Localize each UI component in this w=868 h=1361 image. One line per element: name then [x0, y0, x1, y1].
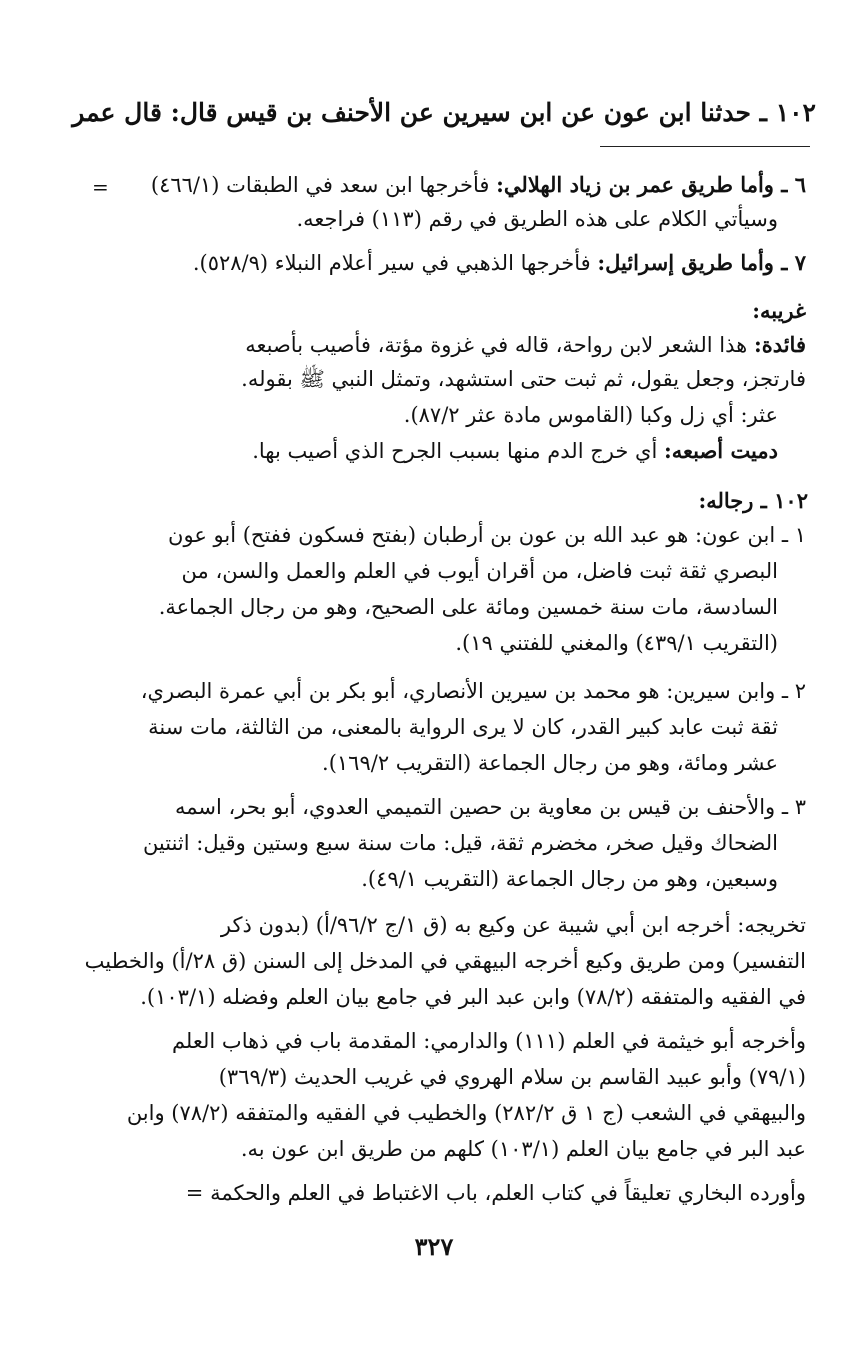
- takhrij-2-line4: عبد البر في جامع بيان العلم (١٠٣/١) كلهم من طريق ابن عون به.: [240, 1137, 806, 1161]
- damiyat-text: أي خرج الدم منها بسبب الجرح الذي أصيب بها.: [252, 439, 658, 463]
- footnote-item-6: [151, 170, 806, 200]
- footnote-item-6-text: فأخرجها ابن سعد في الطبقات (٤٦٦/١): [150, 173, 490, 197]
- footnote-item-6-line2: وسيأتي الكلام على هذه الطريق في رقم (١١٣) فراجعه.: [296, 207, 778, 231]
- takhrij-2-line3: والبيهقي في الشعب (ج ١ ق ٢٨٢/٢) والخطيب في الفقيه والمتفقه (٧٨/٢) وابن: [126, 1101, 806, 1125]
- separator-rule: [600, 146, 810, 147]
- rijal-1-line2: البصري ثقة ثبت فاضل، من أقران أيوب في العلم والعمل والسن، من: [181, 559, 778, 583]
- rijal-2-line1: ٢ ـ وابن سيرين: هو محمد بن سيرين الأنصاري، أبو بكر بن أبي عمرة البصري،: [140, 679, 806, 703]
- rijal-1-line4: (التقريب ٤٣٩/١) والمغني للفتني ١٩).: [455, 631, 778, 655]
- damiyat-line: [252, 436, 778, 466]
- rijal-1-line1: ١ ـ ابن عون: هو عبد الله بن عون بن أرطبان (بفتح فسكون ففتح) أبو عون: [168, 523, 806, 547]
- takhrij-2-line2: (٧٩/١) وأبو عبيد القاسم بن سلام الهروي في غريب الحديث (٣٦٩/٣): [218, 1065, 806, 1089]
- page-number: ٣٢٧: [414, 1232, 454, 1261]
- faida-line: [245, 330, 806, 360]
- footnote-item-6-label: ٦ ـ وأما طريق عمر بن زياد الهلالي:: [496, 172, 806, 197]
- takhrij-1-line2: التفسير) ومن طريق وكيع أخرجه البيهقي في المدخل إلى السنن (ق ٢٨/أ) والخطيب: [84, 949, 806, 973]
- rijal-title: ١٠٢ ـ رجاله:: [698, 488, 808, 513]
- footnote-item-7-label: ٧ ـ وأما طريق إسرائيل:: [597, 250, 806, 275]
- takhrij-3-line1: وأورده البخاري تعليقاً في كتاب العلم، باب الاغتباط في العلم والحكمة =: [185, 1181, 806, 1205]
- rijal-3-line3: وسبعين، وهو من رجال الجماعة (التقريب ٤٩/١).: [361, 867, 778, 891]
- faida-line2: فارتجز، وجعل يقول، ثم ثبت حتى استشهد، وتمثل النبي ﷺ بقوله.: [241, 367, 806, 391]
- damiyat-label: دميت أصبعه:: [663, 438, 778, 463]
- rijal-2-line2: ثقة ثبت عابد كبير القدر، كان لا يرى الرواية بالمعنى، من الثالثة، مات سنة: [148, 715, 778, 739]
- continuation-mark: =: [92, 175, 109, 199]
- rijal-1-line3: السادسة، مات سنة خمسين ومائة على الصحيح، وهو من رجال الجماعة.: [158, 595, 778, 619]
- athr-line: عثر: أي زل وكبا (القاموس مادة عثر ٨٧/٢).: [403, 403, 778, 427]
- rijal-3-line2: الضحاك وقيل صخر، مخضرم ثقة، قيل: مات سنة سبع وستين وقيل: اثنتين: [142, 831, 778, 855]
- hadith-heading: ١٠٢ ـ حدثنا ابن عون عن ابن سيرين عن الأحنف بن قيس قال: قال عمر: [72, 98, 816, 127]
- takhrij-2-line1: وأخرجه أبو خيثمة في العلم (١١١) والدارمي: المقدمة باب في ذهاب العلم: [171, 1029, 806, 1053]
- takhrij-1-line3: في الفقيه والمتفقه (٧٨/٢) وابن عبد البر في جامع بيان العلم وفضله (١٠٣/١).: [140, 985, 806, 1009]
- faida-text: هذا الشعر لابن رواحة، قاله في غزوة مؤتة، فأصيب بأصبعه: [245, 333, 748, 357]
- faida-label: فائدة:: [753, 332, 806, 357]
- footnote-item-7: [193, 248, 806, 278]
- takhrij-1-line1: تخريجه: أخرجه ابن أبي شيبة عن وكيع به (ق ١/ج ٩٦/٢/أ) (بدون ذكر: [220, 913, 806, 937]
- rijal-3-line1: ٣ ـ والأحنف بن قيس بن معاوية بن حصين التميمي العدوي، أبو بحر، اسمه: [175, 795, 806, 819]
- gharib-title: غريبه:: [752, 298, 806, 323]
- rijal-2-line3: عشر ومائة، وهو من رجال الجماعة (التقريب ١٦٩/٢).: [322, 751, 778, 775]
- footnote-item-7-text: فأخرجها الذهبي في سير أعلام النبلاء (٥٢٨/٩).: [192, 251, 591, 275]
